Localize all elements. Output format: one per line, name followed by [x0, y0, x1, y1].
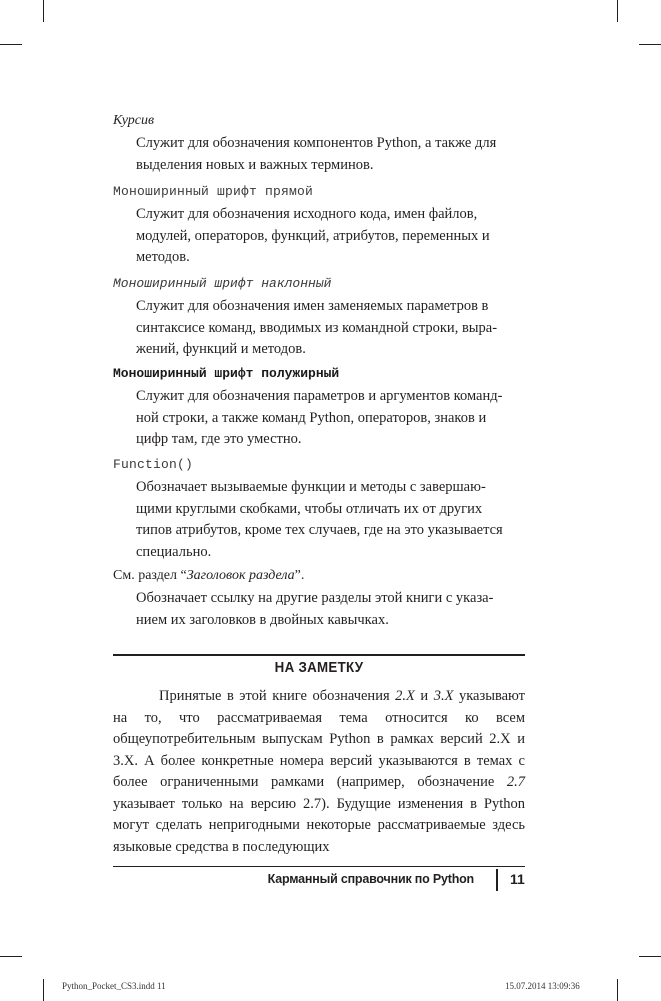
page-number: 11 — [510, 871, 525, 887]
term-description: Служит для обозначения компонентов Python, а также для выделения новых и важных терминов. — [136, 135, 497, 173]
crop-mark — [43, 0, 44, 22]
footer-divider — [496, 869, 498, 891]
note-text: указывают на то, что рассматриваемая тема относится ко всем общеупотребительным выпускам Python в рамках версий 2.X и 3.X. А более конкретные номера версий указываются в темах с более ограниченными рамками (например, обозначение — [113, 688, 526, 790]
term-monospace-bold: Моноширинный шрифт полужирный — [113, 366, 340, 381]
term-description: Служит для обозначения параметров и аргументов команд- ной строки, а также команд Python, операторов, знаков и цифр там, где это уместно. — [136, 388, 503, 447]
crop-mark — [617, 0, 618, 22]
crop-mark — [43, 979, 44, 1001]
note-version-label: 3.X — [433, 688, 454, 704]
note-version-label: 2.X — [395, 688, 415, 704]
term-monospace-italic: Моноширинный шрифт наклонный — [113, 276, 332, 291]
note-text: Принятые в этой книге обозначения — [159, 688, 396, 704]
term-section-reference: См. раздел “Заголовок раздела”. — [113, 568, 305, 583]
crop-mark — [0, 956, 22, 957]
note-text: указывает только на версию 2.7). Будущие изменения в Python могут сделать непригодными некоторые рассматриваемые здесь языковые средства в последующих — [113, 795, 525, 855]
note-title: НА ЗАМЕТКУ — [274, 660, 364, 676]
crop-mark — [639, 956, 661, 957]
crop-mark — [0, 44, 22, 45]
term-description: Обозначает ссылку на другие разделы этой книги с указа- нием их заголовков в двойных кавычках. — [136, 590, 494, 628]
term-description: Служит для обозначения исходного кода, имен файлов, модулей, операторов, функций, атрибутов, переменных и методов. — [136, 206, 490, 265]
slug-datetime: 15.07.2014 13:09:36 — [505, 981, 580, 991]
note-bottom-rule — [113, 866, 525, 867]
note-version-label: 2.7 — [506, 774, 525, 790]
note-text: и — [414, 688, 434, 704]
slug-filename: Python_Pocket_CS3.indd 11 — [62, 981, 166, 991]
running-footer-title: Карманный справочник по Python — [267, 872, 474, 886]
crop-mark — [639, 44, 661, 45]
note-top-rule — [113, 654, 525, 656]
term-italic: Курсив — [113, 113, 155, 128]
crop-mark — [617, 979, 618, 1001]
term-description: Служит для обозначения имен заменяемых параметров в синтаксисе команд, вводимых из командной строки, выра- жений, функций и методов. — [136, 298, 498, 357]
term-function: Function() — [113, 457, 194, 472]
term-monospace: Моноширинный шрифт прямой — [113, 184, 314, 199]
note-body — [113, 686, 525, 858]
term-description: Обозначает вызываемые функции и методы с завершаю- щими круглыми скобками, чтобы отличать их от других типов атрибутов, кроме тех случаев, где на это указывается специально. — [136, 479, 503, 560]
